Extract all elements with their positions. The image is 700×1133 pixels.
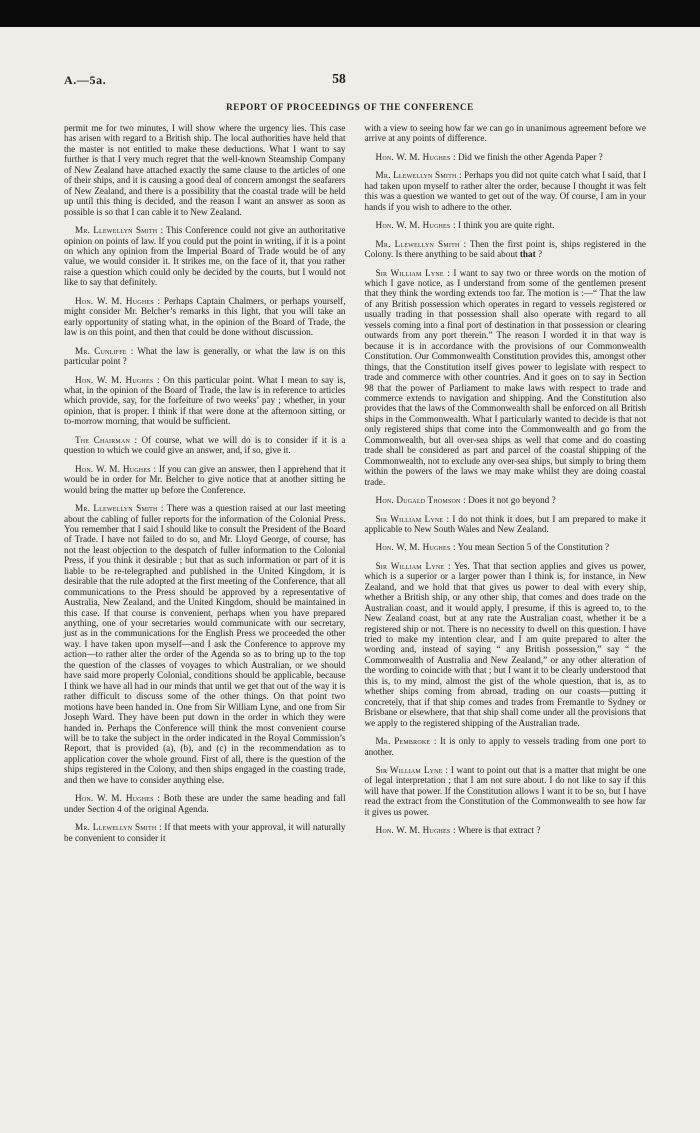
text-column-right xyxy=(365,123,647,843)
speaker-name: Mr. Llewellyn Smith : xyxy=(375,238,467,249)
speech-text: Yes. That that section applies and gives us power, which is a superior or a larger power than I think is, for instance, in New Zealand, and we hold that that gives us power to deal with every ship, whether a British ship, or any other ship, that comes and does trade on the Australian coast, and it would apply, I presume, if this is agreed to, to the New Zealand coast, but at any rate the Australian coast, whether it be a registered ship or not. There is no necessity to dwell on this question. I have tried to make my intention clear, and I am quite prepared to alter the wording and, instead of saying “ any British possession,” say “ the Commonwealth of Australia and New Zealand,” or any other alteration of the wording to coincide with that ; but I want it to be clearly understood that this is, to my mind, almost the gist of the whole question, that is, as to whether ships coming from abroad, trading on our coasts—putting it concretely, that if that ship comes and trades from Fremantle to Sydney or Brisbane or elsewhere, that that ship shall come under all the provisions that we apply to the registered shipping of the Australian trade. xyxy=(364,560,646,728)
speech-text: This Conference could not give an authoritative opinion on points of law. If you could put the point in writing, if it is a point on which any opinion from the Imperial Board of Trade would be of any value, we would consider it. It strikes me, on the face of it, that you rather raise a question which could only be decided by the courts, but I would not like to say that definitely. xyxy=(64,225,346,288)
speech-text: ? xyxy=(535,249,543,260)
speaker-name: Hon. Dugald Thomson : xyxy=(375,495,466,506)
speech-text: Perhaps Captain Chalmers, or perhaps yourself, might consider Mr. Belcher’s remarks in this light, that you will take an early opportunity of stating what, in the opinion of the Board of Trade, the law is on this point, and then that could be done without discussion. xyxy=(64,295,346,338)
speech-text: Did we finish the other Agenda Paper ? xyxy=(458,151,603,162)
paragraph xyxy=(64,793,346,814)
speaker-name: Mr. Llewellyn Smith : xyxy=(75,822,162,833)
speaker-name: Hon. W. M. Hughes : xyxy=(375,542,456,553)
speech-text: I want to say two or three words on the motion of which I gave notice, as I understand from some of the gentlemen present that they think the wording extends too far. The motion is :—“ That the law of any British possession which operates in regard to vessels registered or usually trading in that possession shall also operate with regard to all vessels coming into a final port of destination in that possession or clearing outwards from any port therein.” The reason I worded it in that way is because it is in accordance with the provisions of our Commonwealth Constitution. Our Commonwealth Constitution provides this, amongst other things, that the Constitution itself gives power to legislate with respect to trade and commerce with other countries. And it goes on to say in Section 98 that the power of Parliament to make laws with respect to trade and commerce extends to navigation and shipping. And the Constitution also provides that the laws of the Commonwealth shall be enforced on all British ships in the Commonwealth. What I particularly wanted to decide is that not only registered ships that come into the Commonwealth and go from the Commonwealth, but all over-sea ships as well that come and do coasting trade shall be considered as part and parcel of the coastal shipping of the Commonwealth, not to exclude any over-sea ships, but simply to bring them within the powers of the laws we may make whilst they are doing coastal trade. xyxy=(364,267,646,487)
paragraph xyxy=(365,495,647,505)
speech-text: Does it not go beyond ? xyxy=(468,495,556,506)
speech-text: Both these are under the same heading and fall under Section 4 of the original Agenda. xyxy=(64,793,346,814)
speech-text: There was a question raised at our last meeting about the cabling of fuller reports for the information of the Colonial Press. You remember that I said I should like to consult the President of the Board of Trade. I have not failed to do so, and Mr. Lloyd George, of course, has not the least objection to the despatch of fuller information to the Colonial Press, if you think it desirable ; but that as such information or part of it is liable to be re-telegraphed and published in the United Kingdom, it is desirable that the rule adopted at the first meeting of the Conference, that all communications to the Press should be approved by a representative of Australia, New Zealand, and the United Kingdom, should be maintained in this case. If that course is convenient, perhaps when you have prepared anything, one of your secretaries would communicate with our secretary, just as in the communications for the English Press we proceeded the other way. I have taken upon myself—and I ask the Conference to approve my action—to rather alter the order of the Agenda so as to bring up to the top the question of the classes of voyages to which Australian, or we should have said more properly Colonial, conditions should be applicable, because I think we have all had in our minds that until we get that out of the way it is rather difficult to discuss some of the other things. On that point two motions have been handed in. One from Sir William Lyne, and one from Sir Joseph Ward. They have been put down in the order in which they were handed in. Perhaps the Conference will think the most convenient course will be to take the subject in the order indicated in the Royal Commission’s Report, that is provided (a), (b), and (c) in the recommendation as to application cover the whole ground. First of all, there is the question of the ships registered in the Colony, and then ships engaged in the coasting trade, and then we have to consider anything else. xyxy=(64,503,346,785)
paragraph xyxy=(64,123,346,217)
page-number: 58 xyxy=(332,71,346,86)
speaker-name: Mr. Pembroke : xyxy=(375,736,437,747)
paragraph xyxy=(365,239,647,260)
paragraph xyxy=(365,514,647,535)
speech-text: permit me for two minutes, I will show where the urgency lies. This case has arisen with regard to a British ship. The local authorities have held that the master is not entitled to make these deductions. What I want to say further is that I very much regret that the well-known Steamship Company of New Zealand have attached exactly the same clause to the articles of one of their ships, and it is causing a good deal of concern amongst the seafarers of New Zealand, and there is a possibility that the coastal trade will be held up until this thing is decided, and the reason I want an answer as soon as possible is so that I can cable it to New Zealand. xyxy=(64,123,346,217)
speech-text: I think you are quite right. xyxy=(458,220,555,231)
speaker-name: Mr. Cunliffe : xyxy=(75,345,134,356)
paragraph xyxy=(365,152,647,162)
paragraph xyxy=(64,225,346,288)
speaker-name: Sir William Lyne : xyxy=(375,267,451,278)
speaker-name: Hon. W. M. Hughes : xyxy=(375,220,456,231)
paragraph xyxy=(64,464,346,495)
speaker-name: Hon. W. M. Hughes : xyxy=(75,295,161,306)
speech-text: What the law is generally, or what the law is on this particular point ? xyxy=(64,345,346,367)
paragraph xyxy=(64,346,346,367)
speech-text: If you can give an answer, then I apprehend that it would be in order for Mr. Belcher to give notice that at another sitting he would bring the matter up before the Conference. xyxy=(64,463,346,495)
paragraph xyxy=(365,561,647,728)
text-columns xyxy=(64,123,646,843)
document-reference: A.—5a. xyxy=(64,73,107,87)
speaker-name: Mr. Llewellyn Smith : xyxy=(75,225,164,236)
paragraph xyxy=(64,435,346,456)
speaker-name: Hon. W. M. Hughes : xyxy=(75,463,157,474)
speech-text: You mean Section 5 of the Constitution ? xyxy=(457,542,610,553)
speaker-name: Hon. W. M. Hughes : xyxy=(75,793,161,804)
speech-text: I want to point out that is a matter that might be one of legal interpretation ; that I am not sure about. I do not like to say if this will have that power. If the Constitution allows I want it to be so, but I have read the extract from the Constitution of the Commonwealth to see how far it gives us power. xyxy=(364,765,646,817)
speech-text: If that meets with your approval, it will naturally be convenient to consider it xyxy=(64,822,346,843)
paragraph xyxy=(365,542,647,552)
speech-text: On this particular point. What I mean to say is, what, in the opinion of the Board of Trade, the law is in reference to articles which provide, say, for the forfeiture of two weeks’ pay ; whether, in your opinion, that is proper. I think if that were done at the afternoon sitting, or to-morrow morning, that would be sufficient. xyxy=(64,374,346,427)
speech-text: It is only to apply to vessels trading from one port to another. xyxy=(364,736,646,757)
speaker-name: Hon. W. M. Hughes : xyxy=(375,825,456,836)
paragraph xyxy=(64,375,346,427)
speaker-name: Mr. Llewellyn Smith : xyxy=(375,170,462,181)
speaker-name: Sir William Lyne : xyxy=(375,765,449,776)
paragraph xyxy=(64,296,346,338)
speaker-name: The Chairman : xyxy=(75,434,138,445)
scan-edge-artifact-top xyxy=(0,0,700,27)
speaker-name: Sir William Lyne : xyxy=(375,513,450,524)
paragraph xyxy=(365,220,647,230)
paragraph xyxy=(365,825,647,835)
speech-text: Then the first point is, ships registered in the Colony. Is there anything to be said about xyxy=(364,238,646,260)
text-column-left xyxy=(64,123,346,843)
paragraph xyxy=(365,123,647,144)
speech-text: Of course, what we will do is to consider if it is a question to which we could give an answer, and, if so, give it. xyxy=(64,434,346,456)
speaker-name: Hon. W. M. Hughes : xyxy=(75,374,160,385)
paragraph xyxy=(365,736,647,757)
speech-text: I do not think it does, but I am prepared to make it applicable to New South Wales and New Zealand. xyxy=(364,513,647,534)
speaker-name: Hon. W. M. Hughes : xyxy=(375,151,456,162)
paragraph xyxy=(365,765,647,817)
printed-page xyxy=(0,27,700,1133)
speaker-name: Mr. Llewellyn Smith : xyxy=(75,503,164,514)
document-title: REPORT OF PROCEEDINGS OF THE CONFERENCE xyxy=(226,102,474,112)
speaker-name: Sir William Lyne : xyxy=(375,560,451,571)
paragraph xyxy=(64,822,346,843)
speech-text: Where is that extract ? xyxy=(457,825,541,836)
paragraph xyxy=(64,503,346,785)
paragraph xyxy=(365,170,647,212)
speech-text: Perhaps you did not quite catch what I said, that I had taken upon myself to rather alter the order, because I thought it was felt this was a question we wanted to get out of the way. Of course, I am in your hands if you wish to adhere to the other. xyxy=(364,170,647,212)
page-header xyxy=(64,71,644,89)
speech-text-bold: that xyxy=(519,249,536,260)
speech-text: with a view to seeing how far we can go in unanimous agreement before we arrive at any points of difference. xyxy=(364,123,646,144)
paragraph xyxy=(365,268,647,488)
